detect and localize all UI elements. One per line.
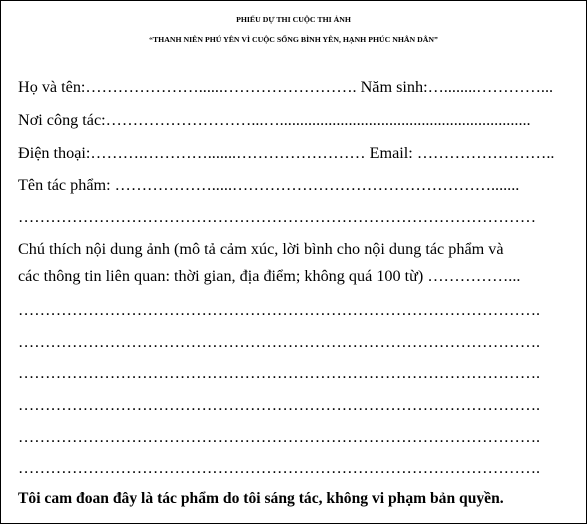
caption-label-line-2: các thông tin liên quan: thời gian, địa điểm; không quá 100 từ) ……………... [18, 267, 521, 285]
workplace-line: Nơi công tác:………………………...….............................................................. [18, 111, 531, 129]
form-subtitle: “THANH NIÊN PHÚ YÊN VÌ CUỘC SỐNG BÌNH YÊN, HẠNH PHÚC NHÂN DÂN” [149, 35, 438, 44]
caption-dotted-line: ……………………………………………………………………………………. [18, 364, 541, 382]
caption-dotted-line: ……………………………………………………………………………………. [18, 333, 541, 351]
caption-dotted-line: ……………………………………………………………………………………. [18, 428, 541, 446]
work-title-line: Tên tác phẩm: ……………….....…………………………………………....... [18, 176, 520, 194]
copyright-declaration: Tôi cam đoan đây là tác phẩm do tôi sáng tác, không vi phạm bản quyền. [18, 490, 504, 507]
caption-dotted-line: ……………………………………………………………………………………. [18, 459, 541, 477]
name-birth-year-line: Họ và tên:…………………......……………………. Năm sinh:…........…………... [18, 78, 554, 96]
phone-email-line: Điện thoại:……….………….......…………………… Email: …………………….. [18, 144, 555, 162]
caption-label-line-1: Chú thích nội dung ảnh (mô tả cảm xúc, lời bình cho nội dung tác phẩm và [18, 240, 504, 258]
caption-dotted-line: ……………………………………………………………………………………. [18, 396, 541, 414]
work-title-continuation-line: …………………………………………………………………………………… [18, 208, 536, 226]
form-title: PHIẾU DỰ THI CUỘC THI ẢNH [236, 15, 351, 24]
caption-dotted-line: ……………………………………………………………………………………. [18, 301, 541, 319]
